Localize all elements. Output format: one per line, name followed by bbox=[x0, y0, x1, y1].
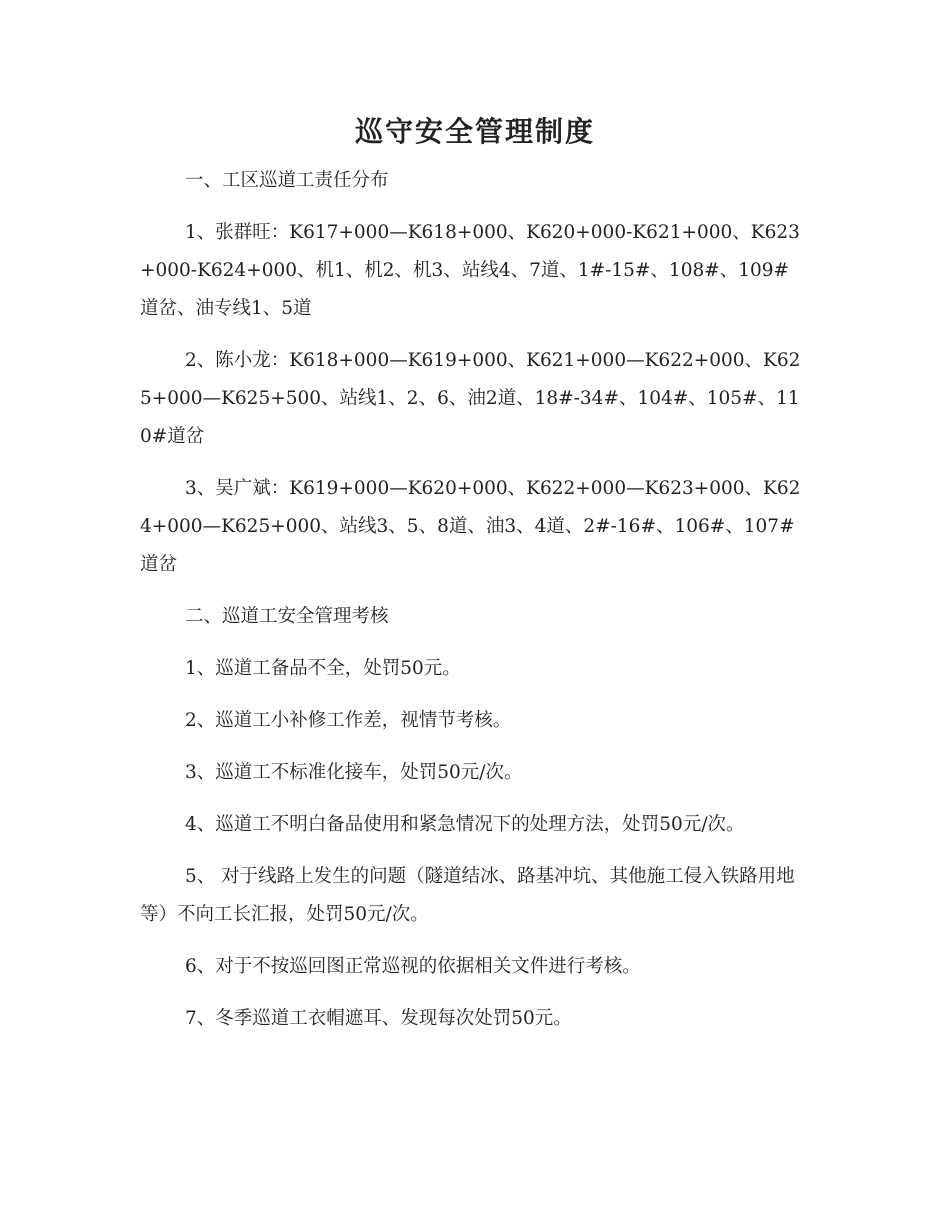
assessment-item-4: 4、巡道工不明白备品使用和紧急情况下的处理方法，处罚50元/次。 bbox=[185, 814, 745, 835]
assessment-item-3: 3、巡道工不标准化接车，处罚50元/次。 bbox=[185, 762, 523, 783]
responsibility-item-2: 2、陈小龙：K618+000—K619+000、K621+000—K622+000、K625+000—K625+500、站线1、2、6、油2道、18#-34#、104#、105#、110#道岔 bbox=[140, 350, 801, 447]
responsibility-item-1: 1、张群旺：K617+000—K618+000、K620+000-K621+000、K623+000-K624+000、机1、机2、机3、站线4、7道、1#-15#、108#、109#道岔、油专线1、5道 bbox=[140, 222, 800, 319]
assessment-item-5: 5、 对于线路上发生的问题（隧道结冰、路基冲坑、其他施工侵入铁路用地等）不向工长汇报，处罚50元/次。 bbox=[140, 866, 795, 925]
assessment-item-7: 7、冬季巡道工衣帽遮耳、发现每次处罚50元。 bbox=[185, 1008, 572, 1029]
assessment-item-2: 2、巡道工小补修工作差，视情节考核。 bbox=[185, 710, 512, 731]
responsibility-item-3: 3、吴广斌：K619+000—K620+000、K622+000—K623+000、K624+000—K625+000、站线3、5、8道、油3、4道、2#-16#、106#、107#道岔 bbox=[140, 478, 801, 575]
assessment-item-1: 1、巡道工备品不全，处罚50元。 bbox=[185, 658, 461, 679]
assessment-item-6: 6、对于不按巡回图正常巡视的依据相关文件进行考核。 bbox=[185, 956, 641, 977]
document-title: 巡守安全管理制度 bbox=[354, 115, 595, 148]
section-heading-responsibility: 一、工区巡道工责任分布 bbox=[185, 170, 389, 191]
section-heading-assessment: 二、巡道工安全管理考核 bbox=[185, 606, 389, 627]
document-body bbox=[140, 162, 805, 1052]
